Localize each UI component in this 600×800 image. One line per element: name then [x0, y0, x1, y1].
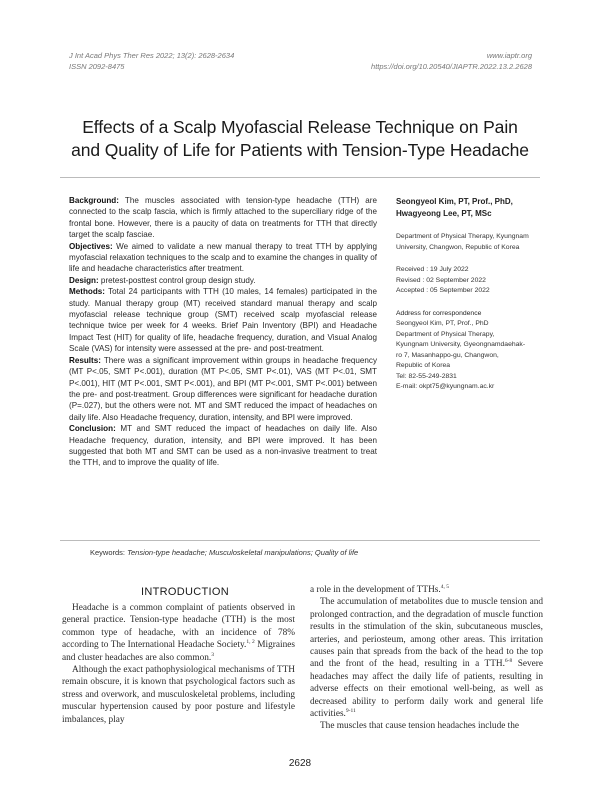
citation: 3: [211, 651, 214, 658]
title-line-1: Effects of a Scalp Myofascial Release Technique on Pain: [82, 117, 518, 137]
methods-label: Methods:: [69, 287, 105, 297]
intro-paragraph-2-cont: [310, 584, 543, 596]
journal-citation: J Int Acad Phys Ther Res 2022; 13(2): 2628-2634: [69, 51, 235, 60]
objectives-label: Objectives:: [69, 241, 113, 251]
keywords-text: Tension-type headache; Musculoskeletal manipulations; Quality of life: [127, 548, 359, 557]
intro-paragraph-1: [62, 602, 295, 664]
journal-header: [69, 50, 234, 72]
accepted-date: Accepted : 05 September 2022: [396, 287, 490, 294]
intro-paragraph-3: [310, 596, 543, 720]
author-1: Seongyeol Kim, PT, Prof., PhD,: [396, 197, 513, 206]
abstract-conclusion: [69, 423, 377, 469]
abstract-objectives: [69, 241, 377, 275]
keywords: [90, 548, 358, 557]
body-column-left: [62, 602, 295, 726]
page-number: 2628: [288, 758, 312, 769]
journal-header-right: [371, 50, 532, 72]
results-text: There was a significant improvement within groups in headache frequency (MT P<.05, SMT P<.001), duration (MT P<.05, SMT P<.01), VAS (MT P<.01, SMT P<.001), HIT (MT P<.001, SMT P<.001), and BPI (MT P<.001, SMT P<.001) between the pre- and post-treatment. Group differences were significant for headache duration (P=.027), but the others were not. MT and SMT reduced the impact of headaches on daily life. Also Headache frequency, duration, intensity, and BPI were improved.: [69, 355, 377, 422]
design-text: pretest-posttest control group design study.: [98, 275, 256, 285]
keywords-label: Keywords:: [90, 548, 126, 557]
citation: 6-8: [504, 658, 513, 665]
affiliation: [396, 232, 536, 253]
intro-r1-text: a role in the development of TTHs.: [310, 585, 441, 595]
methods-text: Total 24 participants with TTH (10 males, 14 females) participated in the study. Manual therapy group (MT) received standard manual therapy and scalp myofascial release technique group (SMT) received scalp myofascial release technique twice per week for 4 weeks. Brief Pain Inventory (BPI) and Headache Impact Test (HIT) for quality of life, headache frequency, duration, and Visual Analog Scale (VAS) for intensity were assessed at the pre- and post-treatment.: [69, 287, 377, 354]
abstract-background: [69, 195, 377, 241]
telephone: Tel: 82-55-249-2831: [396, 372, 457, 380]
correspondence-label: Address for correspondence: [396, 309, 482, 317]
correspondence-line-3: ro 7, Masanhappo-gu, Changwon,: [396, 351, 499, 359]
intro-p1b-text: Migraines and cluster headaches are also common.: [62, 640, 295, 663]
citation: 9-11: [345, 707, 356, 714]
affiliation-line-1: Department of Physical Therapy, Kyungnam: [396, 233, 529, 240]
citation: 4, 5: [440, 583, 449, 590]
article-dates: [396, 265, 536, 297]
body-column-right: [310, 584, 543, 733]
intro-r2b-text: Severe headaches may affect the daily life of patients, resulting in adverse effects on their emotional well-being, as well as decreased ability to perform daily work and general life activities.: [310, 659, 543, 720]
abstract-bottom-rule: [60, 540, 540, 541]
background-text: The muscles associated with tension-type headache (TTH) are connected to the scalp fascia, which is firmly attached to the superciliary ridge of the frontal bone. However, there is a paucity of data on treatments for TTH that directly target the scalp fasciae.: [69, 196, 377, 240]
issn: ISSN 2092-8475: [69, 62, 125, 71]
citation: 1, 2: [246, 639, 255, 646]
correspondence-name: Seongyeol Kim, PT, Prof., PhD: [396, 320, 489, 327]
abstract: [69, 195, 377, 469]
intro-paragraph-2: Although the exact pathophysiological mechanisms of TTH remain obscure, it is known that psychological factors such as stress and overwork, and musculoskeletal problems, including muscular hypertension caused by poor posture and lifestyle imbalances, play: [62, 665, 295, 725]
conclusion-text: MT and SMT reduced the impact of headaches on daily life. Also Headache frequency, duration, intensity, and BPI were improved. It has been suggested that both MT and SMT can be used as a non-invasive treatment to treat the TTH, and to improve the quality of life.: [69, 424, 377, 468]
correspondence-line-4: Republic of Korea: [396, 362, 451, 369]
author-2: Hwagyeong Lee, PT, MSc: [396, 209, 492, 218]
email-link[interactable]: E-mail: okpt75@kyungnam.ac.kr: [396, 383, 495, 390]
abstract-results: [69, 355, 377, 423]
results-label: Results:: [69, 355, 101, 365]
journal-site-link[interactable]: www.iaptr.org: [486, 51, 532, 60]
revised-date: Revised : 02 September 2022: [396, 276, 486, 284]
correspondence-line-2: Kyungnam University, Gyeongnamdaehak-: [396, 341, 526, 348]
background-label: Background:: [69, 196, 119, 205]
abstract-top-rule: [60, 177, 540, 178]
objectives-text: We aimed to validate a new manual therapy to treat TTH by applying myofascial relaxation techniques to the scalp and to examine the changes in quality of life and headache characteristics after treatment.: [69, 241, 377, 274]
intro-p1-text: Headache is a common complaint of patients observed in general practice. Tension-type headache (TTH) is the most common type of headache, with an incidence of 78% according to The International Headache Society.: [62, 603, 295, 651]
section-heading-introduction: INTRODUCTION: [141, 586, 229, 598]
abstract-methods: [69, 286, 377, 354]
correspondence: [396, 309, 536, 393]
intro-r2-text: The accumulation of metabolites due to muscle tension and prolonged contraction, and the degradation of muscle function results in the stimulation of the skin, subcutaneous muscles, arteries, and periosteum, among other areas. This irritation causes pain that spreads from the back of the head to the top and the front of the head, resulting in a TTH.: [310, 597, 543, 670]
article-info-sidebar: [396, 196, 536, 393]
design-label: Design:: [69, 275, 99, 285]
title-line-2: and Quality of Life for Patients with Tension-Type Headache: [71, 140, 529, 160]
paper-title: [60, 116, 540, 162]
conclusion-label: Conclusion:: [69, 424, 116, 434]
doi-link[interactable]: https://doi.org/10.20540/JIAPTR.2022.13.2.2628: [371, 62, 532, 71]
abstract-design: [69, 275, 377, 286]
intro-paragraph-4: The muscles that cause tension headaches include the: [320, 721, 520, 732]
affiliation-line-2: University, Changwon, Republic of Korea: [396, 243, 520, 251]
correspondence-line-1: Department of Physical Therapy,: [396, 330, 495, 338]
received-date: Received : 19 July 2022: [396, 266, 469, 273]
